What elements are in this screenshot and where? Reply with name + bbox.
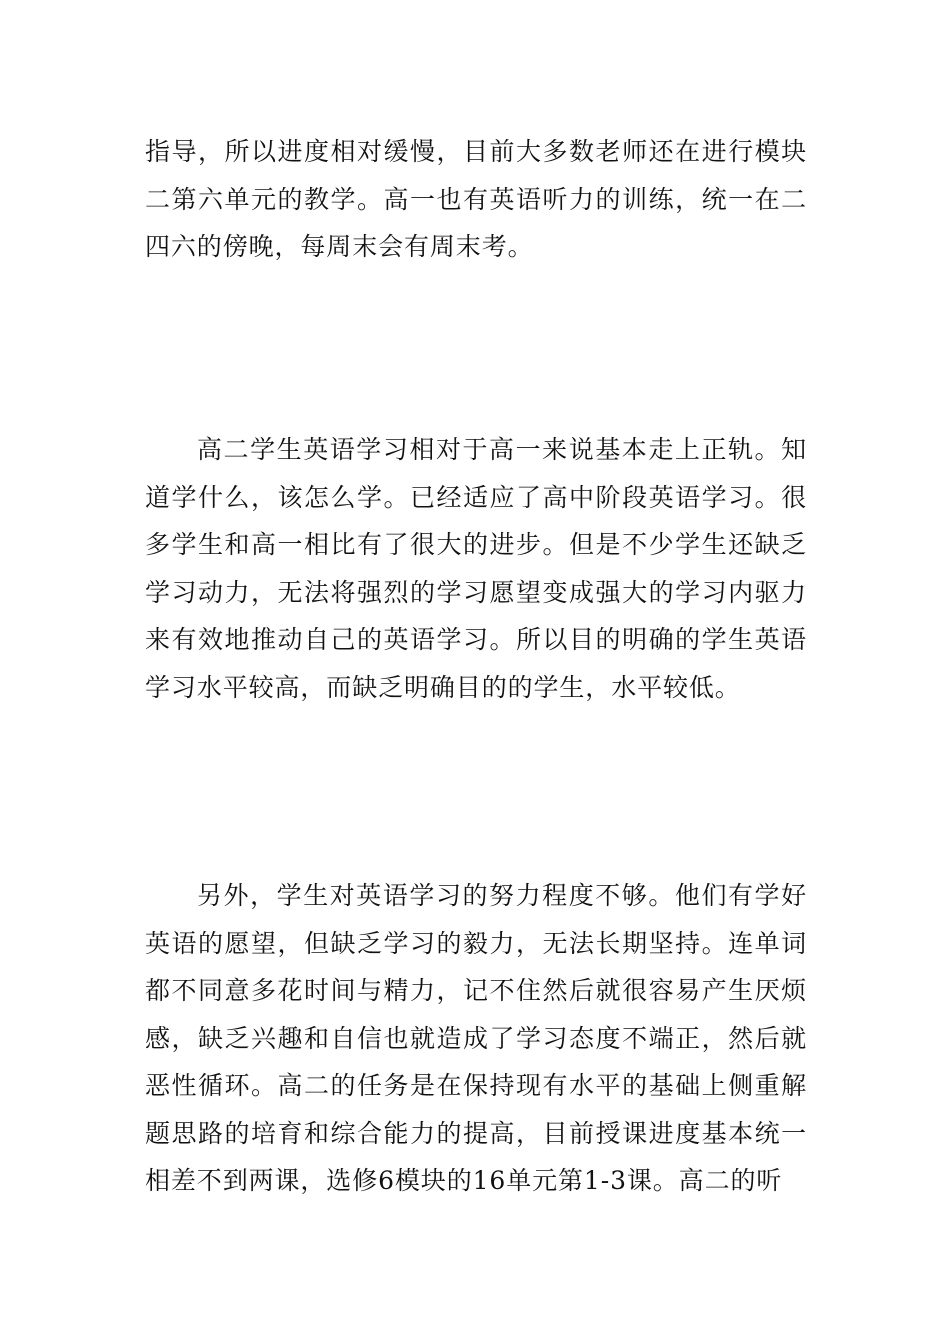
paragraph-grade-two-overview: 高二学生英语学习相对于高一来说基本走上正轨。知道学什么，该怎么学。已经适应了高中阶段英语学习。很多学生和高一相比有了很大的进步。但是不少学生还缺乏学习动力，无法将强烈的学习愿望变成强大的学习内驱力来有效地推动自己的英语学习。所以目的明确的学生英语学习水平较高，而缺乏明确目的的学生，水平较低。 [145, 435, 807, 702]
paragraph-continued: 指导，所以进度相对缓慢，目前大多数老师还在进行模块二第六单元的教学。高一也有英语听力的训练，统一在二四六的傍晚，每周末会有周末考。 [145, 137, 807, 261]
paragraph-effort-and-progress: 另外，学生对英语学习的努力程度不够。他们有学好英语的愿望，但缺乏学习的毅力，无法长期坚持。连单词都不同意多花时间与精力，记不住然后就很容易产生厌烦感，缺乏兴趣和自信也就造成了学习态度不端正，然后就恶性循环。高二的任务是在保持现有水平的基础上侧重解题思路的培育和综合能力的提高，目前授课进度基本统一相差不到两课，选修6模块的16单元第1-3课。高二的听 [145, 881, 807, 1195]
